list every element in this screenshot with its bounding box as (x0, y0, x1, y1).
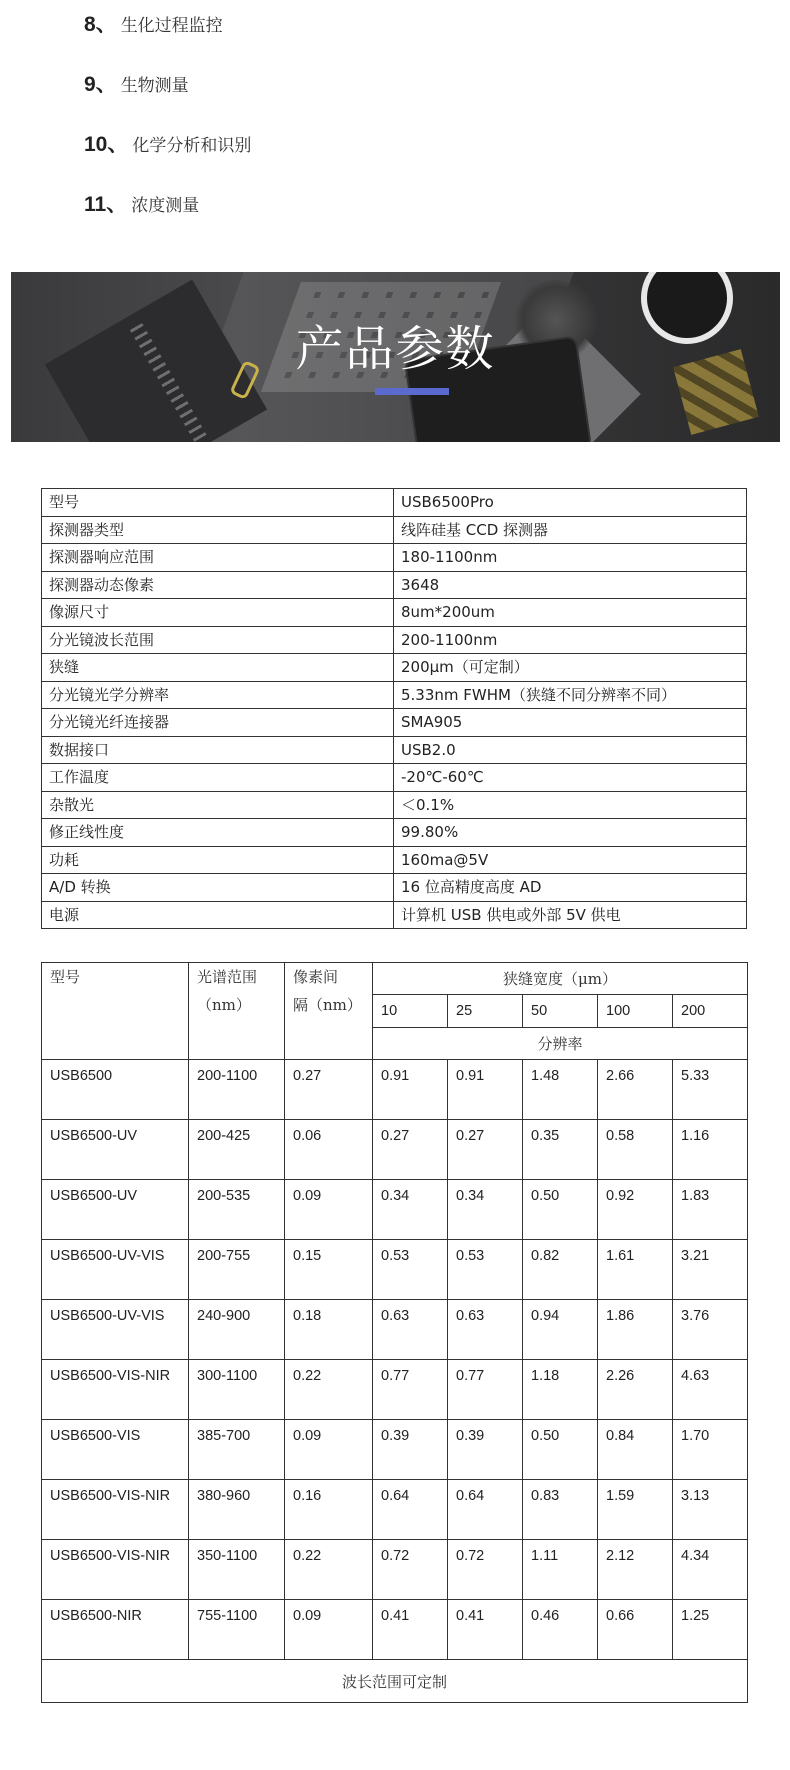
cell-pixel: 0.06 (285, 1120, 373, 1180)
spec-value: ＜0.1% (394, 791, 747, 819)
cell-resolution: 4.34 (673, 1540, 748, 1600)
list-number: 11 (84, 193, 107, 216)
cell-resolution: 0.27 (373, 1120, 448, 1180)
cell-resolution: 0.83 (523, 1480, 598, 1540)
table-row (42, 736, 747, 764)
list-item (84, 10, 223, 40)
cell-range: 240-900 (189, 1300, 285, 1360)
table-header-row (42, 963, 748, 995)
spec-value: 8um*200um (394, 599, 747, 627)
table-row (42, 571, 747, 599)
cell-resolution: 0.50 (523, 1420, 598, 1480)
table-row (42, 791, 747, 819)
list-number: 9 (84, 73, 96, 96)
spec-key: 修正线性度 (42, 819, 394, 847)
spec-value: USB2.0 (394, 736, 747, 764)
table-row (42, 1360, 748, 1420)
cell-resolution: 0.91 (373, 1060, 448, 1120)
cell-resolution: 0.53 (448, 1240, 523, 1300)
cell-resolution: 0.77 (448, 1360, 523, 1420)
table-row (42, 709, 747, 737)
spec-key: 探测器类型 (42, 516, 394, 544)
cell-range: 380-960 (189, 1480, 285, 1540)
cell-resolution: 0.27 (448, 1120, 523, 1180)
cell-pixel: 0.27 (285, 1060, 373, 1120)
cell-resolution: 0.63 (373, 1300, 448, 1360)
cell-pixel: 0.15 (285, 1240, 373, 1300)
cell-resolution: 0.94 (523, 1300, 598, 1360)
header-resolution: 分辨率 (373, 1028, 748, 1060)
cell-resolution: 0.39 (448, 1420, 523, 1480)
cell-resolution: 0.34 (373, 1180, 448, 1240)
table-row (42, 1480, 748, 1540)
cell-range: 200-425 (189, 1120, 285, 1180)
cell-resolution: 0.66 (598, 1600, 673, 1660)
cell-resolution: 0.82 (523, 1240, 598, 1300)
table-footer-row (42, 1660, 748, 1703)
cell-model: USB6500-UV-VIS (42, 1240, 189, 1300)
spec-key: 电源 (42, 901, 394, 929)
table-footer-note: 波长范围可定制 (42, 1660, 748, 1703)
list-separator: 、 (107, 133, 129, 156)
cell-resolution: 1.59 (598, 1480, 673, 1540)
cell-resolution: 0.46 (523, 1600, 598, 1660)
cell-model: USB6500-VIS (42, 1420, 189, 1480)
spec-value: 3648 (394, 571, 747, 599)
cell-pixel: 0.22 (285, 1540, 373, 1600)
cell-range: 300-1100 (189, 1360, 285, 1420)
cell-resolution: 2.26 (598, 1360, 673, 1420)
spec-value: USB6500Pro (394, 489, 747, 517)
cell-range: 755-1100 (189, 1600, 285, 1660)
cell-resolution: 3.13 (673, 1480, 748, 1540)
table-row (42, 874, 747, 902)
cell-resolution: 0.53 (373, 1240, 448, 1300)
cell-resolution: 0.58 (598, 1120, 673, 1180)
cell-resolution: 0.72 (373, 1540, 448, 1600)
table-row (42, 1420, 748, 1480)
spec-key: 探测器响应范围 (42, 544, 394, 572)
header-slit-10: 10 (373, 995, 448, 1028)
spec-key: 像源尺寸 (42, 599, 394, 627)
cell-resolution: 1.61 (598, 1240, 673, 1300)
cell-resolution: 0.64 (373, 1480, 448, 1540)
cell-resolution: 3.21 (673, 1240, 748, 1300)
cell-resolution: 4.63 (673, 1360, 748, 1420)
cell-resolution: 0.39 (373, 1420, 448, 1480)
cell-resolution: 1.48 (523, 1060, 598, 1120)
cell-model: USB6500-UV (42, 1120, 189, 1180)
cell-model: USB6500-VIS-NIR (42, 1360, 189, 1420)
cell-pixel: 0.09 (285, 1420, 373, 1480)
spec-key: 分光镜波长范围 (42, 626, 394, 654)
cell-pixel: 0.18 (285, 1300, 373, 1360)
cell-resolution: 3.76 (673, 1300, 748, 1360)
table-row (42, 516, 747, 544)
spec-key: 数据接口 (42, 736, 394, 764)
table-row (42, 599, 747, 627)
header-slit-50: 50 (523, 995, 598, 1028)
spec-key: A/D 转换 (42, 874, 394, 902)
header-pixel-line2: 隔（nm） (293, 996, 362, 1014)
cell-resolution: 0.72 (448, 1540, 523, 1600)
cell-resolution: 5.33 (673, 1060, 748, 1120)
cell-resolution: 0.35 (523, 1120, 598, 1180)
spec-key: 狭缝 (42, 654, 394, 682)
section-banner (11, 272, 780, 442)
header-pixel-line1: 像素间 (293, 968, 339, 986)
cell-range: 200-755 (189, 1240, 285, 1300)
list-item (84, 130, 251, 160)
header-range-line1: 光谱范围 (197, 968, 258, 986)
cell-model: USB6500-UV-VIS (42, 1300, 189, 1360)
table-row (42, 681, 747, 709)
cell-range: 200-535 (189, 1180, 285, 1240)
cell-resolution: 0.91 (448, 1060, 523, 1120)
spec-value: 200μm（可定制） (394, 654, 747, 682)
table-row (42, 654, 747, 682)
header-range-line2: （nm） (197, 996, 251, 1014)
spec-value: SMA905 (394, 709, 747, 737)
spec-value: 线阵硅基 CCD 探测器 (394, 516, 747, 544)
section-title: 产品参数 (295, 321, 496, 377)
table-row (42, 764, 747, 792)
table-row (42, 1600, 748, 1660)
title-underline (375, 388, 449, 395)
spec-key: 工作温度 (42, 764, 394, 792)
cell-resolution: 0.50 (523, 1180, 598, 1240)
header-range (189, 963, 285, 1060)
cell-pixel: 0.09 (285, 1600, 373, 1660)
cell-resolution: 0.77 (373, 1360, 448, 1420)
list-separator: 、 (95, 13, 117, 36)
spec-key: 型号 (42, 489, 394, 517)
cell-resolution: 1.86 (598, 1300, 673, 1360)
spec-value: 16 位高精度高度 AD (394, 874, 747, 902)
list-text: 浓度测量 (131, 196, 200, 216)
table-row (42, 1240, 748, 1300)
header-model (42, 963, 189, 1060)
spec-value: 计算机 USB 供电或外部 5V 供电 (394, 901, 747, 929)
header-slit-100: 100 (598, 995, 673, 1028)
spec-table (41, 488, 747, 929)
header-pixel-spacing (285, 963, 373, 1060)
cell-range: 350-1100 (189, 1540, 285, 1600)
cell-pixel: 0.09 (285, 1180, 373, 1240)
cell-resolution: 2.66 (598, 1060, 673, 1120)
list-text: 生化过程监控 (120, 16, 223, 36)
cell-model: USB6500-NIR (42, 1600, 189, 1660)
table-row (42, 626, 747, 654)
cell-resolution: 1.25 (673, 1600, 748, 1660)
cell-resolution: 0.41 (373, 1600, 448, 1660)
resolution-table (41, 962, 748, 1703)
cell-resolution: 1.18 (523, 1360, 598, 1420)
header-slit-25: 25 (448, 995, 523, 1028)
table-row (42, 1300, 748, 1360)
cell-resolution: 0.84 (598, 1420, 673, 1480)
list-item (84, 190, 199, 220)
list-number: 8 (84, 13, 96, 36)
spec-key: 分光镜光纤连接器 (42, 709, 394, 737)
cell-pixel: 0.22 (285, 1360, 373, 1420)
cell-resolution: 0.34 (448, 1180, 523, 1240)
list-item (84, 70, 189, 100)
cell-resolution: 0.64 (448, 1480, 523, 1540)
table-row (42, 819, 747, 847)
table-row (42, 1540, 748, 1600)
table-row (42, 1180, 748, 1240)
spec-key: 杂散光 (42, 791, 394, 819)
cell-resolution: 0.41 (448, 1600, 523, 1660)
cell-pixel: 0.16 (285, 1480, 373, 1540)
cell-resolution: 1.70 (673, 1420, 748, 1480)
header-slit-200: 200 (673, 995, 748, 1028)
table-row (42, 1120, 748, 1180)
table-row (42, 544, 747, 572)
cell-range: 385-700 (189, 1420, 285, 1480)
cell-model: USB6500-VIS-NIR (42, 1480, 189, 1540)
spec-value: -20℃-60℃ (394, 764, 747, 792)
cell-resolution: 2.12 (598, 1540, 673, 1600)
list-separator: 、 (106, 193, 128, 216)
table-row (42, 489, 747, 517)
cell-resolution: 1.16 (673, 1120, 748, 1180)
cell-model: USB6500-VIS-NIR (42, 1540, 189, 1600)
header-model-label: 型号 (50, 968, 81, 986)
cell-model: USB6500 (42, 1060, 189, 1120)
cell-range: 200-1100 (189, 1060, 285, 1120)
cell-resolution: 0.92 (598, 1180, 673, 1240)
cell-resolution: 0.63 (448, 1300, 523, 1360)
list-text: 生物测量 (120, 76, 189, 96)
list-separator: 、 (95, 73, 117, 96)
cell-model: USB6500-UV (42, 1180, 189, 1240)
cell-resolution: 1.11 (523, 1540, 598, 1600)
spec-value: 180-1100nm (394, 544, 747, 572)
spec-key: 功耗 (42, 846, 394, 874)
spec-value: 200-1100nm (394, 626, 747, 654)
spec-value: 99.80% (394, 819, 747, 847)
header-slit-width: 狭缝宽度（μm） (373, 963, 748, 995)
table-row (42, 1060, 748, 1120)
table-row (42, 846, 747, 874)
list-number: 10 (84, 133, 108, 156)
cell-resolution: 1.83 (673, 1180, 748, 1240)
spec-key: 分光镜光学分辨率 (42, 681, 394, 709)
list-text: 化学分析和识别 (132, 136, 252, 156)
spec-key: 探测器动态像素 (42, 571, 394, 599)
spec-value: 160ma@5V (394, 846, 747, 874)
table-row (42, 901, 747, 929)
spec-value: 5.33nm FWHM（狭缝不同分辨率不同） (394, 681, 747, 709)
